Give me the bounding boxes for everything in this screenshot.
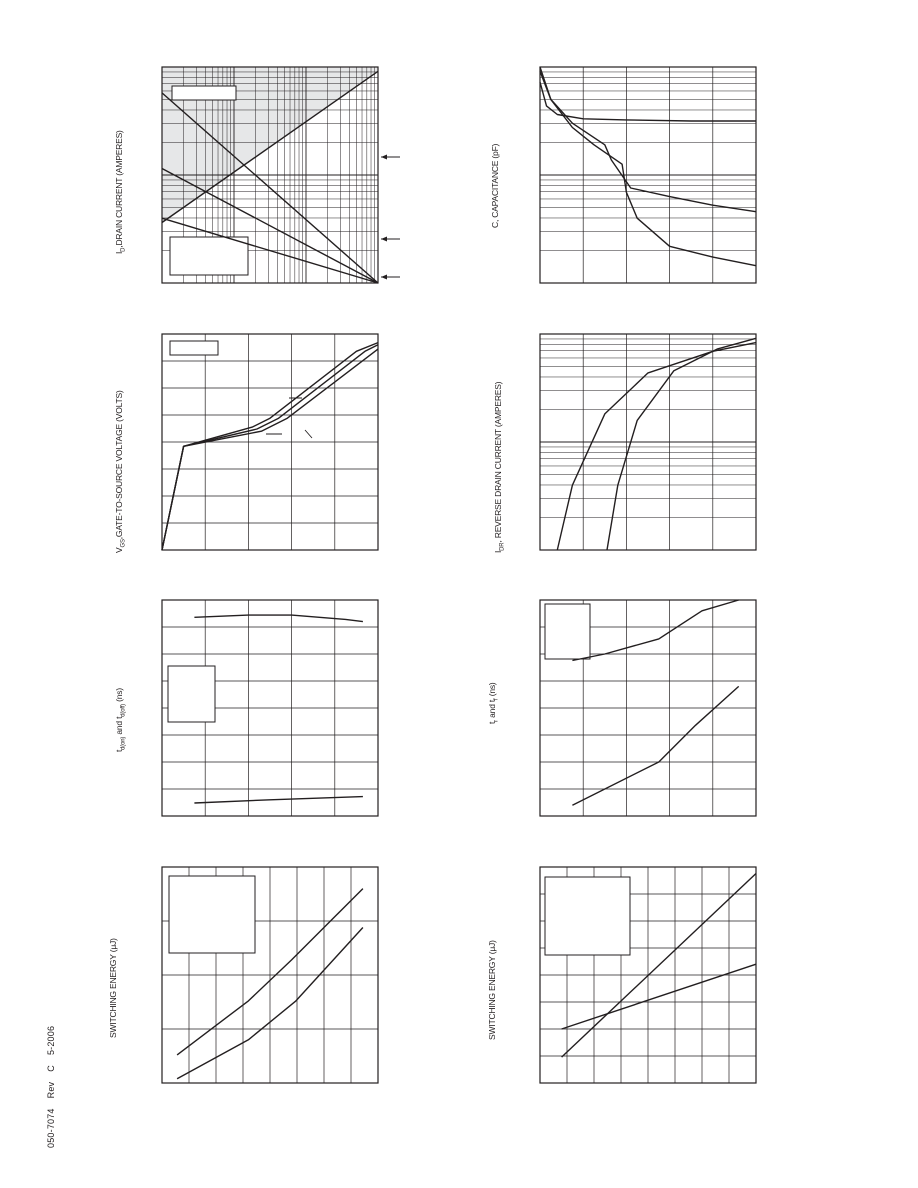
soa-pointer-head bbox=[381, 237, 387, 242]
chart-reverse_drain bbox=[540, 334, 756, 550]
capacitance-series-3 bbox=[540, 67, 756, 266]
document-number: 050-7074 bbox=[46, 1108, 56, 1148]
reverse_drain-series-2 bbox=[607, 338, 756, 550]
reverse_drain-series-1 bbox=[557, 343, 756, 550]
tr_tf-series-1 bbox=[572, 600, 738, 661]
capacitance-axis-label: C, CAPACITANCE (pF) bbox=[490, 143, 500, 228]
gate_charge-series-2 bbox=[162, 345, 378, 550]
soa-legend-box bbox=[170, 237, 248, 275]
revision-label: Rev bbox=[46, 1081, 56, 1099]
chart-capacitance bbox=[540, 67, 756, 283]
footer-date: 5-2006 bbox=[46, 1025, 56, 1056]
tdon_tdoff-series-1 bbox=[194, 615, 363, 622]
chart-switching_energy_bottom bbox=[540, 867, 756, 1083]
reverse-drain-axis-label: $I_{DR}$, REVERSE DRAIN CURRENT (AMPERES) bbox=[493, 381, 506, 553]
soa-pointer-head bbox=[381, 155, 387, 160]
switching_energy_bottom-legend-box bbox=[545, 877, 630, 955]
gate-voltage-axis-label: $V_{GS},GATE-TO$-SOURCE VOLTAGE (VOLTS) bbox=[114, 390, 127, 553]
tdon_tdoff-series-2 bbox=[194, 797, 363, 803]
tr-tf-axis-label: $t_r$ and $t_f$ (ns) bbox=[487, 682, 500, 724]
switching-energy-bottom-axis-label: SWITCHING ENERGY (μJ) bbox=[487, 940, 497, 1040]
tdon_tdoff-legend-box bbox=[168, 666, 215, 722]
soa-pointer-head bbox=[381, 275, 387, 280]
tr_tf-legend-box bbox=[545, 604, 590, 659]
td-axis-label: $t_{d(on)}$ and $t_{d(off)}$ (ns) bbox=[114, 688, 127, 752]
drain-current-axis-label: $I_D,DRAIN$ CURRENT (AMPERES) bbox=[114, 130, 127, 254]
tr_tf-series-2 bbox=[572, 686, 738, 805]
chart-tdon_tdoff bbox=[162, 600, 378, 816]
chart-tr_tf bbox=[540, 600, 756, 816]
capacitance-series-1 bbox=[540, 82, 756, 121]
page-footer bbox=[46, 1016, 56, 1148]
gate_charge-series-3 bbox=[162, 349, 378, 550]
chart-gate_charge bbox=[162, 334, 378, 550]
chart-soa bbox=[162, 67, 378, 283]
switching_energy_bottom-series-2 bbox=[562, 964, 756, 1029]
soa-legend-box bbox=[172, 86, 236, 100]
chart-switching_energy_top bbox=[162, 867, 378, 1083]
switching-energy-top-axis-label: SWITCHING ENERGY (μJ) bbox=[108, 938, 118, 1038]
capacitance-series-2 bbox=[540, 71, 756, 211]
revision-value: C bbox=[46, 1065, 56, 1072]
switching_energy_top-legend-box bbox=[169, 876, 255, 953]
gate_charge-legend-box bbox=[170, 341, 218, 355]
